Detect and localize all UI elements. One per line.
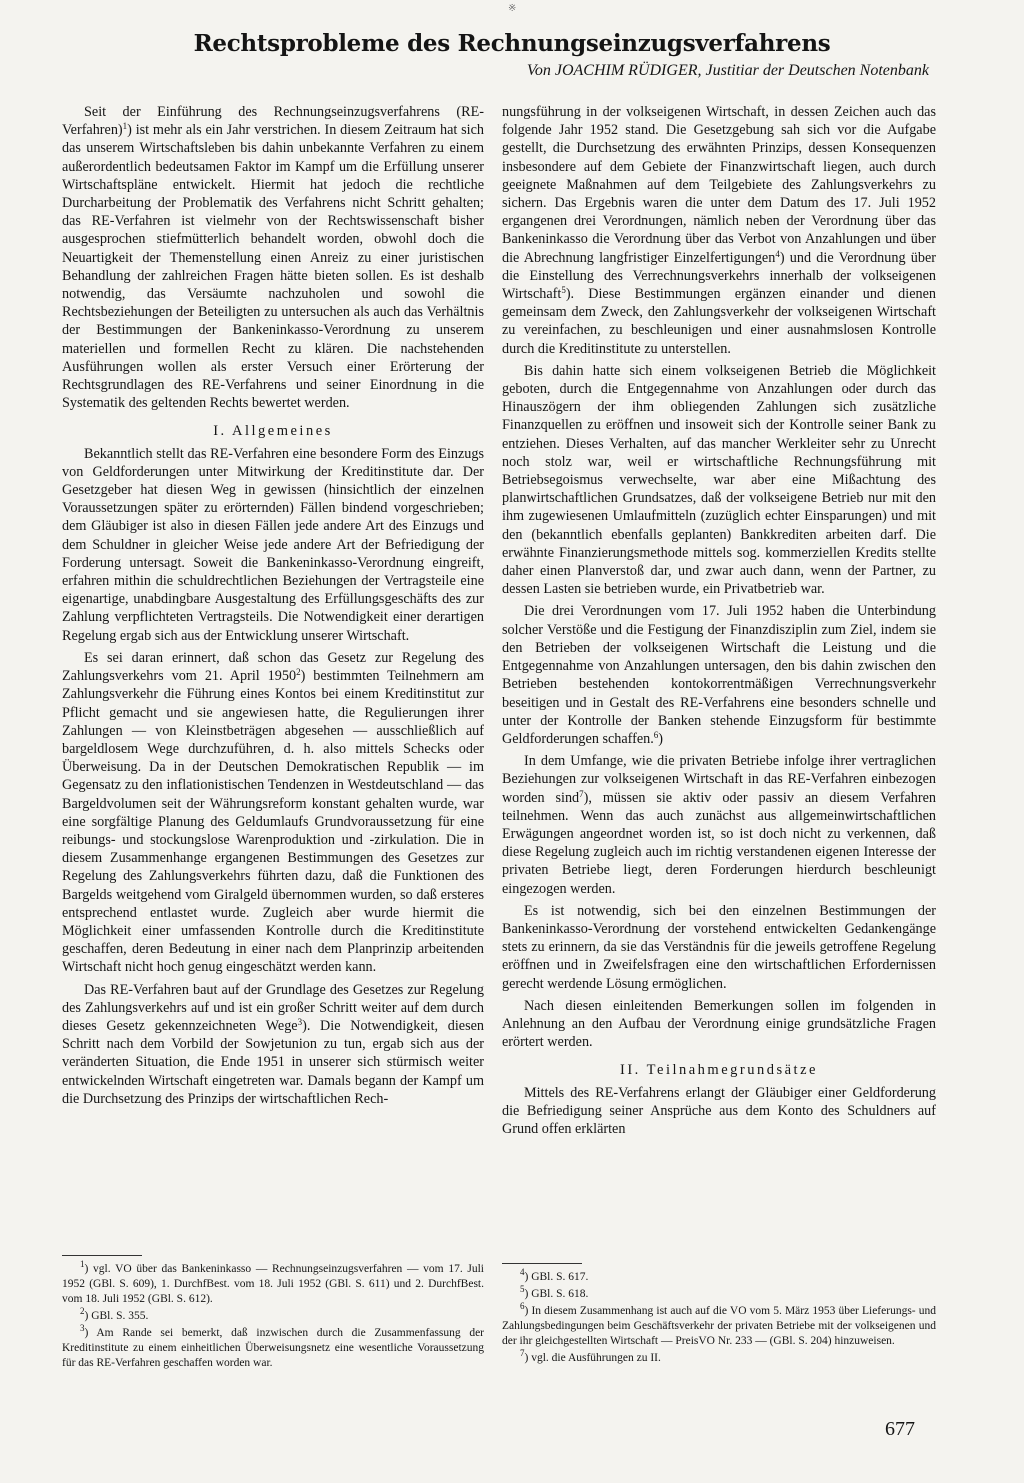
article-byline: Von JOACHIM RÜDIGER, Justitiar der Deutschen Notenbank <box>526 62 929 79</box>
text-run: ) und die Verordnung über die Einstellung des Verrechnungsverkehrs innerhalb der volkseigenen Wirtschaft <box>502 249 936 303</box>
footnote-number: 7 <box>520 1348 525 1358</box>
left-paragraph-3 <box>62 649 484 977</box>
text-run: ) <box>658 730 664 747</box>
right-paragraph-5: Es ist notwendig, sich bei den einzelnen Bestimmungen der Bankeninkasso-Verordnung der vorstehend entwickelten Gedankengänge stets zu erinnern, da sie das Verständnis für die jeweils getroffene Regelung eröffnen und in Zweifelsfragen eine den wirtschaftlichen Erfordernissen gerecht werdende Lösung ermöglichen. <box>502 902 936 992</box>
footnote <box>502 1348 936 1366</box>
footnote <box>62 1259 484 1307</box>
footnote-ref: 4 <box>775 248 780 259</box>
text-run: Die drei Verordnungen vom 17. Juli 1952 haben die Unterbindung solcher Verstöße und die Festigung der Finanzdisziplin zum Ziel, indem sie den Betrieben der volkseigenen Wirtschaft die Leistung und die Entgegennahme von Anzahlungen untersagen, den bis dahin zwischen den Betrieben bestehenden kontokorrentmäßigen Verrechnungsverkehr beseitigen und in Gestalt des RE-Verfahrens eine besonders schnelle und unter der Kontrolle der Banken stehende Einzugsform für bestimmte Geldforderungen schaffen. <box>502 603 936 747</box>
print-mark: ※ <box>508 3 517 14</box>
left-paragraph-2: Bekanntlich stellt das RE-Verfahren eine besondere Form des Einzugs von Geldforderungen unter Mitwirkung der Kreditinstitute dar. Der Gesetzgeber hat diesen Weg in gewissen (hinsichtlich der einzelnen Voraussetzungen später zu erörternden) Fällen bindend vorgeschrieben; dem Gläubiger ist also in diesen Fällen jede andere Art des Einzugs und dem Schuldner in gleicher Weise jede andere Art der Befriedigung der Forderung untersagt. Soweit die Bankeninkasso-Verordnung eingreift, erfahren mithin die schuldrechtlichen Beziehungen der Vertragsteile eine eigenartige, unabdingbare Ausgestaltung des Erfüllungsgeschäfts des zur Zahlung verpflichteten Vertragsteils. Die Notwendigkeit einer derartigen Regelung ergab sich aus der Entwicklung unserer Wirtschaft. <box>62 445 484 644</box>
text-run: Das RE-Verfahren baut auf der Grundlage des Gesetzes zur Regelung des Zahlungsverkehrs auf und ist ein großer Schritt weiter auf dem durch dieses Gesetz gekennzeichneten Wege <box>62 981 484 1034</box>
section-heading-allgemeines: I. Allgemeines <box>213 423 333 440</box>
footnote <box>502 1267 936 1285</box>
text-run: nungsführung in der volkseigenen Wirtschaft, in dessen Zeichen auch das folgende Jahr 1952 stand. Die Gesetzgebung sah sich vor die Aufgabe gestellt, die Durchsetzung des erwähnten Prinzips, dessen Konsequenzen insbesondere auf dem Gebiete der Finanzwirtschaft liegen, auch durch geeignete Maßnahmen auf dem Teilgebiete des Zahlungsverkehrs zu sichern. Das Ergebnis waren die unter dem Datum des 17. Juli 1952 ergangenen drei Verordnungen, nämlich neben der Verordnung über das Bankeninkasso die Verordnung über das Verbot von Anzahlungen und über die Abrechnung langfristiger Einzelfertigungen <box>502 104 936 266</box>
footnote-divider-right <box>502 1263 582 1264</box>
footnote-number: 5 <box>520 1284 525 1294</box>
text-run: ) bestimmten Teilnehmern am Zahlungsverkehr die Führung eines Kontos bei einem Kreditinstitut zur Pflicht gemacht und sie angewiesen hatte, die Regulierungen ihrer Zahlungen — von Kleinstbeträgen abgesehen — ausschließlich auf bargeldlosem Wege durchzuführen, d. h. also mittels Schecks oder Überweisung. Da in der Deutschen Demokratischen Republik — im Gegensatz zu den inflationistischen Tendenzen in Westdeutschland — das Bargeldvolumen seit der Währungsreform konstant gehalten wurde, war eine sorgfältige Planung des Geldumlaufs Grundvoraussetzung für eine reibungs- und stockungslose Warenproduktion und -zirkulation. Die in diesem Zusammenhange ergangenen Bestimmungen des Gesetzes zur Regelung des Zahlungsverkehrs führten dazu, daß die Funktionen des Bargelds weitgehend vom Giralgeld übernommen wurden, so daß ersteres entsprechend entlastet wurde. Zugleich aber wurde hiermit die Möglichkeit einer umfassenden Kontrolle durch die Kreditinstitute geschaffen, deren Bedeutung in einer nach dem Planprinzip arbeitenden Wirtschaft nicht hoch genug eingeschätzt werden kann. <box>62 668 484 976</box>
footnote-number: 4 <box>520 1267 525 1277</box>
footnote-ref: 7 <box>579 788 584 799</box>
footnote-text: ) Am Rande sei bemerkt, daß inzwischen durch die Zusammenfassung der Kreditinstitute zu einem einheitlichen Überweisungsnetz eine wesentliche Voraussetzung für das RE-Verfahren geschaffen worden war. <box>62 1327 484 1369</box>
footnote <box>502 1284 936 1302</box>
text-run: ), müssen sie aktiv oder passiv an diesem Verfahren teilnehmen. Wenn das auch zunächst aus allgemeinwirtschaftlichen Erwägungen angeordnet worden ist, so ist doch nicht zu verkennen, daß diese Regelung zugleich auch im richtig verstandenen eigenen Interesse der privaten Betriebe liegt, deren Forderungen hierdurch beschleunigt eingezogen werden. <box>502 789 936 897</box>
footnote-ref: 5 <box>561 285 566 296</box>
footnote-text: ) GBl. S. 355. <box>84 1310 149 1322</box>
footnote-divider-left <box>62 1255 142 1256</box>
footnote-text: ) GBl. S. 618. <box>524 1288 589 1300</box>
footnote-number: 1 <box>80 1259 85 1269</box>
footnote-ref: 2 <box>296 667 301 678</box>
text-run: ) ist mehr als ein Jahr verstrichen. In diesem Zeitraum hat sich das unserem Wirtschaftsleben bis dahin unbekannte Verfahren zu einem außerordentlich bedeutsamen Faktor im Kampf um die Erfüllung unserer Wirtschaftspläne entwickelt. Hiermit hat jedoch die rechtliche Durcharbeitung der Problematik des Verfahrens nicht Schritt gehalten; das RE-Verfahren ist vielmehr von der Rechtswissenschaft bisher ausgesprochen stiefmütterlich behandelt worden, obwohl doch die Neuartigkeit der Themenstellung einen Anreiz zu einer juristischen Behandlung der zahlreichen Fragen hätte bieten sollen. Es ist deshalb notwendig, das Versäumte nachzuholen und sowohl die Rechtsbeziehungen der Beteiligten zu untersuchen als auch das Verhältnis der Bestimmungen der Bankeninkasso-Verordnung zu unserem materiellen und formellen Recht zu klären. Die nachstehenden Ausführungen wollen als erster Versuch einer Erörterung der Rechtsgrundlagen des RE-Verfahrens und seiner Einordnung in die Systematik des geltenden Rechts bewertet werden. <box>62 122 484 412</box>
footnote <box>62 1306 484 1324</box>
text-run: Seit der Einführung des Rechnungseinzugsverfahrens (RE-Verfahren) <box>62 104 484 139</box>
footnote-number: 3 <box>80 1323 85 1333</box>
section-heading-teilnahmegrundsaetze: II. Teilnahmegrundsätze <box>620 1062 818 1079</box>
footnote-number: 2 <box>80 1306 85 1316</box>
footnote <box>502 1301 936 1349</box>
left-paragraph-4 <box>62 981 484 1108</box>
right-paragraph-1 <box>502 103 936 358</box>
footnote-text: ) vgl. die Ausführungen zu II. <box>524 1352 661 1364</box>
page-number: 677 <box>885 1418 915 1440</box>
footnotes-right <box>502 1267 936 1368</box>
footnote-text: ) GBl. S. 617. <box>524 1271 589 1283</box>
right-paragraph-3 <box>502 602 936 748</box>
right-column <box>502 103 936 1142</box>
footnote-text: ) vgl. VO über das Bankeninkasso — Rechnungseinzugsverfahren — vom 17. Juli 1952 (GBl. S. 609), 1. DurchfBest. vom 18. Juli 1952 (GBl. S. 611) und 2. DurchfBest. vom 18. Juli 1952 (GBl. S. 612). <box>62 1263 484 1305</box>
right-paragraph-2: Bis dahin hatte sich einem volkseigenen Betrieb die Möglichkeit geboten, durch die Entgegennahme von Anzahlungen oder durch das Hinauszögern der ihm obliegenden Zahlungen sich zusätzliche Finanzquellen zu eröffnen und insoweit sich der Kontrolle seiner Bank zu entziehen. Dieses Verhalten, auf das mancher Werkleiter sehr zu Unrecht noch stolz war, weil er wirtschaftliche Rechnungsführung mit Betriebsegoismus verwechselte, war aber eine Mißachtung des planwirtschaftlichen Grundsatzes, daß der volkseigene Betrieb nur mit den ihm zugewiesenen Umlaufmitteln (zuzüglich echter Einsparungen) und mit den (bekanntlich ebenfalls geplanten) Bankkrediten arbeiten darf. Die erwähnte Finanzierungsmethode mittels sog. kommerziellen Kredits stellte daher einen Planverstoß dar, und zwar auch dann, wenn der Partner, zu dessen Lasten sie betrieben wurde, ein Privatbetrieb war. <box>502 362 936 598</box>
footnote-ref: 6 <box>653 729 659 740</box>
text-run: Es sei daran erinnert, daß schon das Gesetz zur Regelung des Zahlungsverkehrs vom 21. April 1950 <box>62 649 484 685</box>
footnotes-left <box>62 1259 484 1373</box>
footnote <box>62 1323 484 1371</box>
right-paragraph-6: Nach diesen einleitenden Bemerkungen sollen im folgenden in Anlehnung an den Aufbau der Verordnung einige grundsätzliche Fragen erörtert werden. <box>502 997 936 1051</box>
left-column <box>62 103 484 1112</box>
right-paragraph-7: Mittels des RE-Verfahrens erlangt der Gläubiger einer Geldforderung die Befriedigung seiner Ansprüche aus dem Konto des Schuldners auf Grund offen erklärten <box>502 1084 936 1137</box>
article-title: Rechtsprobleme des Rechnungseinzugsverfahrens <box>193 30 831 57</box>
left-paragraph-1 <box>62 103 484 412</box>
right-paragraph-4 <box>502 752 936 898</box>
text-run: In dem Umfange, wie die privaten Betriebe infolge ihrer vertraglichen Beziehungen zur volkseigenen Wirtschaft in das RE-Verfahren einbezogen worden sind <box>502 753 936 806</box>
footnote-number: 6 <box>520 1301 525 1311</box>
footnote-ref: 1 <box>122 121 128 132</box>
text-run: ). Diese Bestimmungen ergänzen einander und dienen gemeinsam dem Zweck, den Zahlungsverkehr der volkseigenen Wirtschaft zu vereinfachen, zu beschleunigen und einer ausnahmslosen Kontrolle durch die Kreditinstitute zu unterstellen. <box>502 286 936 357</box>
footnote-text: ) In diesem Zusammenhang ist auch auf die VO vom 5. März 1953 über Lieferungs- und Zahlungsbedingungen beim Geschäftsverkehr der privaten Betriebe mit der volkseigenen und der ihr gleichgestellten Wirtschaft — PreisVO Nr. 233 — (GBl. S. 204) hinzuweisen. <box>502 1305 936 1347</box>
footnote-ref: 3 <box>297 1016 303 1027</box>
text-run: ). Die Notwendigkeit, diesen Schritt nach dem Vorbild der Sowjetunion zu tun, ergab sich aus der veränderten Situation, die Ende 1951 in unserer sich stürmisch weiter entwickelnden Wirtschaft eingetreten war. Damals begann der Kampf um die Durchsetzung des Prinzips der wirtschaftlichen Rech- <box>62 1017 485 1107</box>
